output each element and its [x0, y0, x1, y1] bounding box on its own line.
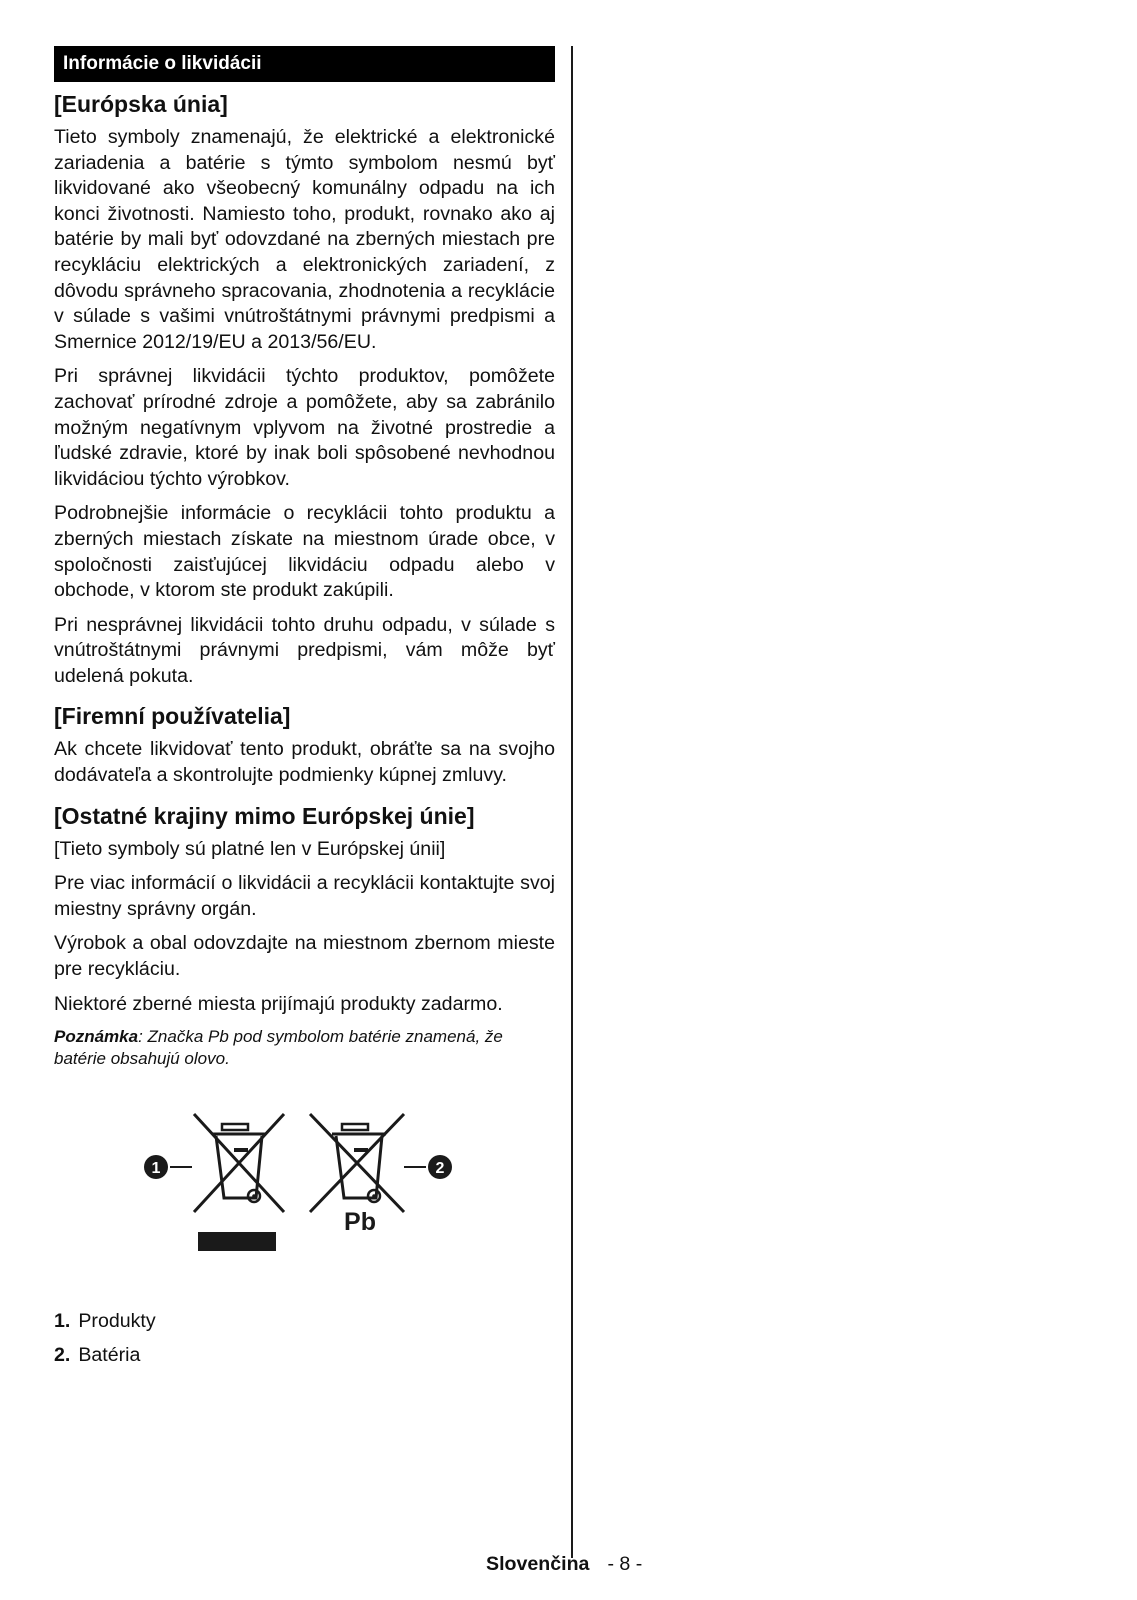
other-heading: [Ostatné krajiny mimo Európskej únie] — [54, 802, 475, 829]
callout-2-number: 2 — [435, 1160, 445, 1178]
column-divider — [571, 46, 573, 1558]
eu-paragraph-3: Podrobnejšie informácie o recyklácii tohto produktu a zberných miestach získate na miestnom úrade obce, v spoločnosti zaisťujúcej likvidáciu odpadu alebo v obchode, v ktorom ste produkt zakúpili. — [54, 502, 555, 602]
lead-note — [54, 1026, 555, 1070]
other-paragraph-4: Niektoré zberné miesta prijímajú produkty zadarmo. — [54, 992, 503, 1015]
note-label: Poznámka — [54, 1027, 139, 1047]
eu-paragraph-4: Pri nesprávnej likvidácii tohto druhu odpadu, v súlade s vnútroštátnymi právnymi predpismi, vám môže byť udelená pokuta. — [54, 613, 555, 687]
other-paragraph-2: Pre viac informácií o likvidácii a recyklácii kontaktujte svoj miestny správny orgán. — [54, 872, 555, 920]
page-footer — [486, 1551, 642, 1577]
crossed-bin-icon — [194, 1114, 284, 1212]
note-text: : Značka Pb pod symbolom batérie znamená, že batérie obsahujú olovo. — [54, 1027, 503, 1069]
page-number: - 8 - — [607, 1553, 643, 1575]
eu-paragraph-1: Tieto symboly znamenajú, že elektrické a elektronické zariadenia a batérie s týmto symbolom nesmú byť likvidované ako všeobecný komunálny odpadu na ich konci životnosti. Namiesto toho, produkt, rovnako ako aj batérie by mali byť odovzdané na zberných miestach pre recykláciu elektrických a elektronických zariadení, z dôvodu správneho spracovania, zhodnotenia a recyklácie v súlade s vašimi vnútroštátnymi právnymi predpismi a Smernice 2012/19/EU a 2013/56/EU. — [54, 126, 555, 353]
weee-symbols — [54, 1100, 555, 1270]
callout-1-number: 1 — [151, 1160, 161, 1178]
legend-item — [54, 1304, 555, 1338]
business-paragraph-1: Ak chcete likvidovať tento produkt, obráťte sa na svojho dodávateľa a skontrolujte podmienky kúpnej zmluvy. — [54, 738, 555, 787]
crossed-bin-battery-icon — [310, 1114, 404, 1212]
business-heading: [Firemní používatelia] — [54, 703, 291, 730]
other-paragraph-1: [Tieto symboly sú platné len v Európskej únii] — [54, 837, 446, 860]
eu-paragraph-2: Pri správnej likvidácii týchto produktov, pomôžete zachovať prírodné zdroje a pomôžete, aby sa zabránilo možným negatívnym vplyvom na životné prostredie a ľudské zdravie, ktoré by inak boli spôsobené nevhodnou likvidáciou týchto výrobkov. — [54, 365, 555, 490]
callout-1 — [144, 1155, 192, 1179]
pb-label: Pb — [344, 1208, 376, 1237]
section-title: Informácie o likvidácii — [54, 46, 555, 82]
eu-heading: [Európska únia] — [54, 91, 228, 117]
legend-item — [54, 1338, 555, 1372]
legend-item-number: 1. — [54, 1310, 71, 1333]
other-paragraph-3: Výrobok a obal odovzdajte na miestnom zbernom mieste pre recykláciu. — [54, 932, 555, 981]
symbol-legend — [54, 1304, 555, 1372]
disposal-column — [54, 46, 555, 1372]
footer-language: Slovenčina — [486, 1553, 590, 1575]
legend-item-label: Produkty — [78, 1310, 156, 1333]
callout-2 — [404, 1155, 452, 1179]
product-bar-icon — [198, 1232, 276, 1251]
legend-item-label: Batéria — [78, 1344, 141, 1367]
legend-item-number: 2. — [54, 1344, 71, 1367]
weee-symbols-graphic — [54, 1100, 555, 1270]
